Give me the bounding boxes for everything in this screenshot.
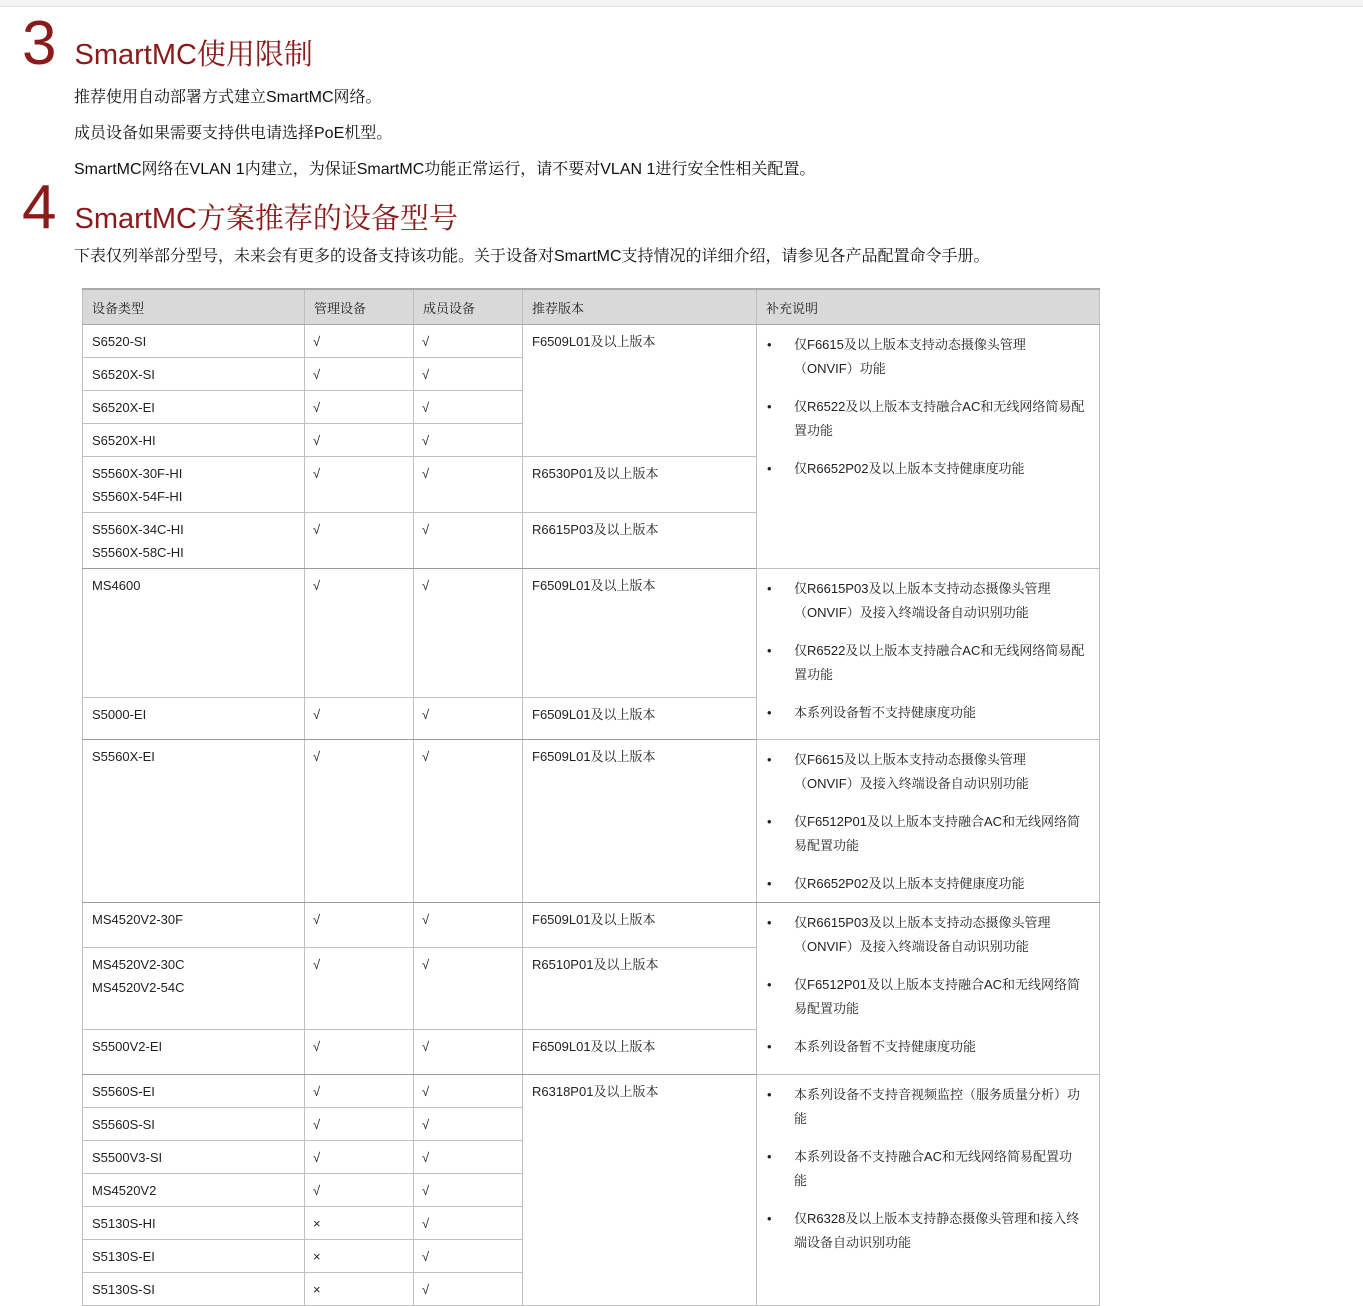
notes-cell xyxy=(757,740,1100,903)
version-cell: F6509L01及以上版本 xyxy=(523,325,757,457)
model-name: S5130S-HI xyxy=(92,1216,156,1231)
bullet-icon: • xyxy=(767,643,772,658)
section-3-heading xyxy=(22,9,313,78)
model-name: S5560X-54F-HI xyxy=(92,489,183,504)
version-cell: F6509L01及以上版本 xyxy=(523,740,757,903)
model-cell xyxy=(83,1108,305,1141)
version-cell: R6530P01及以上版本 xyxy=(523,457,757,513)
bullet-icon: • xyxy=(767,977,772,992)
model-cell xyxy=(83,903,305,948)
version-cell: F6509L01及以上版本 xyxy=(523,698,757,740)
intro-paragraph: 下表仅列举部分型号，未来会有更多的设备支持该功能。关于设备对SmartMC支持情况的详细介绍，请参见各产品配置命令手册。 xyxy=(74,248,990,265)
note-item: • 仅R6522及以上版本支持融合AC和无线网络简易配置功能 xyxy=(767,395,1085,443)
bullet-icon: • xyxy=(767,399,772,414)
model-cell xyxy=(83,1075,305,1108)
model-cell xyxy=(83,1030,305,1075)
model-cell xyxy=(83,457,305,513)
model-cell xyxy=(83,948,305,1030)
bullet-icon: • xyxy=(767,337,772,352)
model-name: S5560X-30F-HI xyxy=(92,466,183,481)
table-row xyxy=(83,740,1100,903)
table-row xyxy=(83,569,1100,698)
member-support: √ xyxy=(414,1108,523,1141)
member-support: √ xyxy=(414,457,523,513)
model-name: MS4520V2-54C xyxy=(92,980,185,995)
bullet-icon: • xyxy=(767,1087,772,1102)
section-number: 4 xyxy=(22,173,57,242)
model-name: MS4520V2-30F xyxy=(92,912,184,927)
member-support: √ xyxy=(414,1240,523,1273)
model-cell xyxy=(83,569,305,698)
model-name: S5130S-EI xyxy=(92,1249,155,1264)
model-cell xyxy=(83,1240,305,1273)
model-cell xyxy=(83,325,305,358)
model-name: S5500V3-SI xyxy=(92,1150,163,1165)
note-item: • 本系列设备不支持融合AC和无线网络简易配置功能 xyxy=(767,1145,1085,1193)
bullet-icon: • xyxy=(767,581,772,596)
note-item: • 仅F6615及以上版本支持动态摄像头管理（ONVIF）功能 xyxy=(767,333,1085,381)
note-item: • 本系列设备不支持音视频监控（服务质量分析）功能 xyxy=(767,1083,1085,1131)
note-item: • 仅F6512P01及以上版本支持融合AC和无线网络简易配置功能 xyxy=(767,973,1085,1021)
manager-support: √ xyxy=(305,1108,414,1141)
note-item: • 仅R6615P03及以上版本支持动态摄像头管理（ONVIF）及接入终端设备自动识别功能 xyxy=(767,577,1085,625)
header-version: 推荐版本 xyxy=(523,289,757,325)
model-name: S5560X-34C-HI xyxy=(92,522,184,537)
model-cell xyxy=(83,1273,305,1306)
model-cell xyxy=(83,391,305,424)
notes-cell xyxy=(757,903,1100,1075)
manager-support: √ xyxy=(305,457,414,513)
model-name: S5560S-EI xyxy=(92,1084,155,1099)
version-cell: R6318P01及以上版本 xyxy=(523,1075,757,1306)
member-support: √ xyxy=(414,740,523,903)
member-support: √ xyxy=(414,513,523,569)
header-notes: 补充说明 xyxy=(757,289,1100,325)
note-item: • 仅R6652P02及以上版本支持健康度功能 xyxy=(767,872,1085,896)
bullet-icon: • xyxy=(767,915,772,930)
manager-support: √ xyxy=(305,358,414,391)
member-support: √ xyxy=(414,424,523,457)
manager-support: √ xyxy=(305,1174,414,1207)
model-name: S5560X-58C-HI xyxy=(92,545,184,560)
section-4-heading xyxy=(22,173,458,242)
manager-support: √ xyxy=(305,513,414,569)
model-name: S5500V2-EI xyxy=(92,1039,163,1054)
manager-support: √ xyxy=(305,903,414,948)
model-cell xyxy=(83,1141,305,1174)
bullet-icon: • xyxy=(767,752,772,767)
version-cell: F6509L01及以上版本 xyxy=(523,569,757,698)
manager-support: √ xyxy=(305,1030,414,1075)
model-name: S6520X-EI xyxy=(92,400,155,415)
manager-support: × xyxy=(305,1207,414,1240)
top-border xyxy=(0,0,1363,7)
manager-support: √ xyxy=(305,391,414,424)
table-row xyxy=(83,325,1100,358)
manager-support: √ xyxy=(305,740,414,903)
model-name: MS4520V2 xyxy=(92,1183,157,1198)
manager-support: × xyxy=(305,1273,414,1306)
manager-support: √ xyxy=(305,424,414,457)
header-member: 成员设备 xyxy=(414,289,523,325)
bullet-icon: • xyxy=(767,1039,772,1054)
bullet-icon: • xyxy=(767,1211,772,1226)
bullet-icon: • xyxy=(767,1149,772,1164)
member-support: √ xyxy=(414,1075,523,1108)
member-support: √ xyxy=(414,1273,523,1306)
manager-support: √ xyxy=(305,325,414,358)
model-name: S6520-SI xyxy=(92,334,147,349)
bullet-icon: • xyxy=(767,876,772,891)
version-cell: R6510P01及以上版本 xyxy=(523,948,757,1030)
device-model-table xyxy=(82,288,1100,1306)
manager-support: √ xyxy=(305,569,414,698)
member-support: √ xyxy=(414,903,523,948)
paragraph: 成员设备如果需要支持供电请选择PoE机型。 xyxy=(74,125,393,142)
notes-cell xyxy=(757,325,1100,569)
table-row xyxy=(83,903,1100,948)
note-item: • 仅R6328及以上版本支持静态摄像头管理和接入终端设备自动识别功能 xyxy=(767,1207,1085,1255)
version-cell: R6615P03及以上版本 xyxy=(523,513,757,569)
header-device-type: 设备类型 xyxy=(83,289,305,325)
section-number: 3 xyxy=(22,9,57,78)
section-title: SmartMC使用限制 xyxy=(74,39,313,71)
member-support: √ xyxy=(414,358,523,391)
bullet-icon: • xyxy=(767,814,772,829)
bullet-icon: • xyxy=(767,461,772,476)
model-cell xyxy=(83,1174,305,1207)
model-cell xyxy=(83,513,305,569)
notes-cell xyxy=(757,1075,1100,1306)
bullet-icon: • xyxy=(767,705,772,720)
member-support: √ xyxy=(414,569,523,698)
manager-support: √ xyxy=(305,1141,414,1174)
model-cell xyxy=(83,1207,305,1240)
member-support: √ xyxy=(414,948,523,1030)
member-support: √ xyxy=(414,698,523,740)
section-title: SmartMC方案推荐的设备型号 xyxy=(74,203,458,235)
paragraph: SmartMC网络在VLAN 1内建立，为保证SmartMC功能正常运行，请不要对VLAN 1进行安全性相关配置。 xyxy=(74,161,816,178)
model-cell xyxy=(83,698,305,740)
model-cell xyxy=(83,740,305,903)
version-cell: F6509L01及以上版本 xyxy=(523,1030,757,1075)
manager-support: × xyxy=(305,1240,414,1273)
model-cell xyxy=(83,358,305,391)
model-name: S5000-EI xyxy=(92,707,147,722)
manager-support: √ xyxy=(305,1075,414,1108)
model-name: S5560X-EI xyxy=(92,749,155,764)
version-cell: F6509L01及以上版本 xyxy=(523,903,757,948)
note-item: • 仅R6522及以上版本支持融合AC和无线网络简易配置功能 xyxy=(767,639,1085,687)
member-support: √ xyxy=(414,1141,523,1174)
model-name: S6520X-HI xyxy=(92,433,156,448)
model-name: S5130S-SI xyxy=(92,1282,155,1297)
table-header-row xyxy=(83,289,1100,325)
member-support: √ xyxy=(414,325,523,358)
model-name: MS4520V2-30C xyxy=(92,957,185,972)
model-name: S6520X-SI xyxy=(92,367,155,382)
member-support: √ xyxy=(414,1030,523,1075)
model-name: MS4600 xyxy=(92,578,141,593)
note-item: • 仅R6652P02及以上版本支持健康度功能 xyxy=(767,457,1085,481)
note-item: • 本系列设备暂不支持健康度功能 xyxy=(767,701,1085,725)
model-name: S5560S-SI xyxy=(92,1117,155,1132)
notes-cell xyxy=(757,569,1100,740)
note-item: • 仅F6512P01及以上版本支持融合AC和无线网络简易配置功能 xyxy=(767,810,1085,858)
paragraph: 推荐使用自动部署方式建立SmartMC网络。 xyxy=(74,89,382,106)
header-manager: 管理设备 xyxy=(305,289,414,325)
manager-support: √ xyxy=(305,698,414,740)
model-cell xyxy=(83,424,305,457)
member-support: √ xyxy=(414,391,523,424)
note-item: • 本系列设备暂不支持健康度功能 xyxy=(767,1035,1085,1059)
manager-support: √ xyxy=(305,948,414,1030)
member-support: √ xyxy=(414,1174,523,1207)
member-support: √ xyxy=(414,1207,523,1240)
note-item: • 仅F6615及以上版本支持动态摄像头管理（ONVIF）及接入终端设备自动识别功能 xyxy=(767,748,1085,796)
note-item: • 仅R6615P03及以上版本支持动态摄像头管理（ONVIF）及接入终端设备自动识别功能 xyxy=(767,911,1085,959)
table-row xyxy=(83,1075,1100,1108)
